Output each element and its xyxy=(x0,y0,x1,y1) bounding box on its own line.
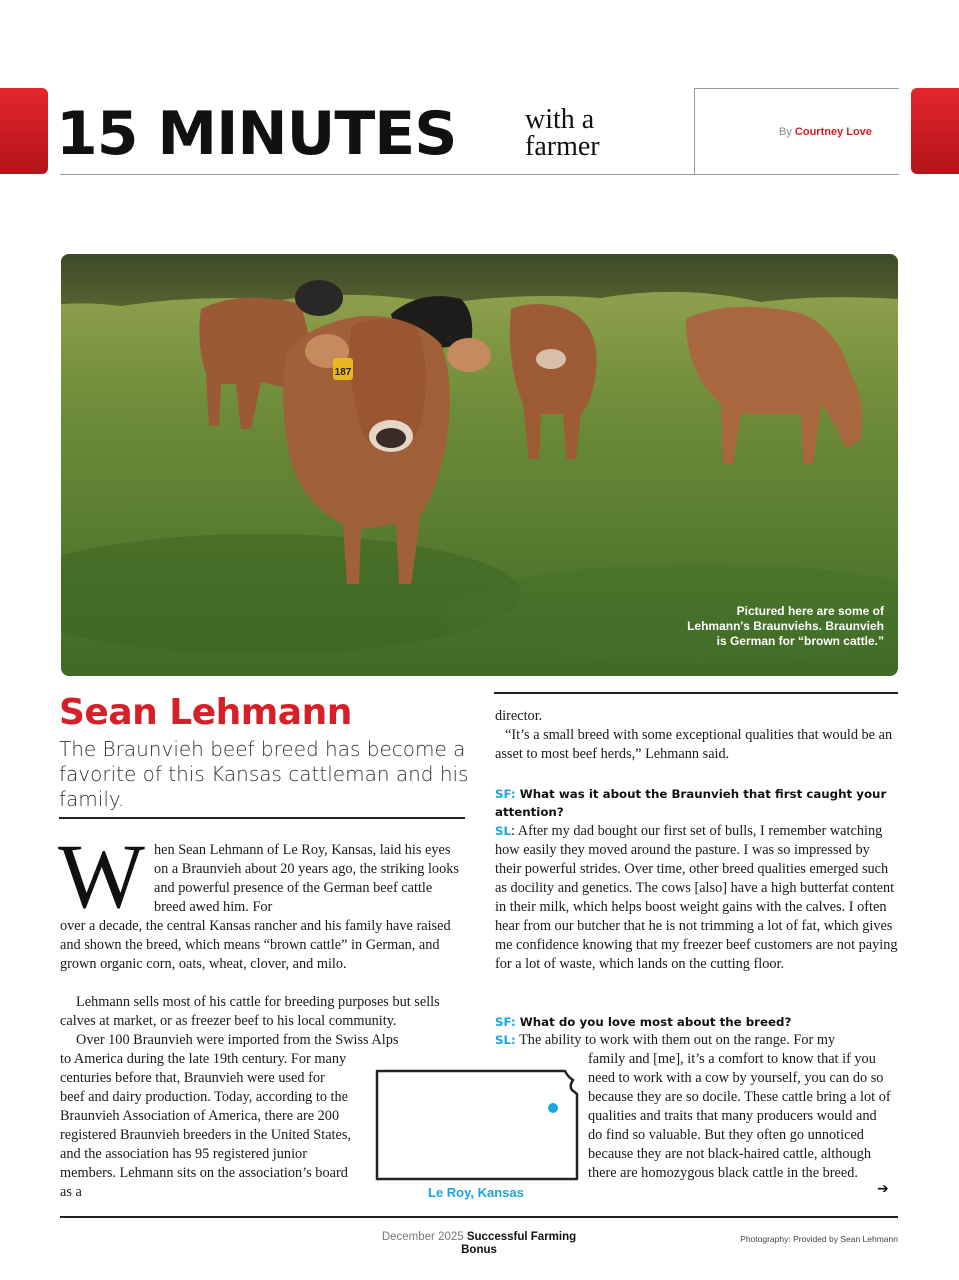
question-1-text: What was it about the Braunvieh that first caught your attention? xyxy=(495,787,887,819)
right-arrow-icon: ➔ xyxy=(877,1181,889,1197)
footer-rule xyxy=(60,1216,898,1218)
map-label: Le Roy, Kansas xyxy=(428,1185,524,1200)
byline xyxy=(779,126,872,138)
paragraph-1: over a decade, the central Kansas rancher and his family have raised and shown the breed, which means “brown cattle” in German, and grown organic corn, oats, wheat, clover, and milo. xyxy=(60,918,451,972)
column-title: 15 MINUTES xyxy=(56,99,457,169)
article-dek: The Braunvieh beef breed has become a favorite of this Kansas cattleman and his family. xyxy=(59,737,469,811)
left-column-rule xyxy=(59,817,465,819)
footer-publication: Successful Farming xyxy=(466,1231,577,1243)
paragraph-2: Lehmann sells most of his cattle for breeding purposes but sells calves at market, or as freezer beef to his local community. xyxy=(60,994,440,1029)
kansas-map xyxy=(372,1068,582,1182)
answer-2 xyxy=(495,1031,898,1050)
profile-name: Sean Lehmann xyxy=(59,692,352,733)
answer-1-text: : After my dad bought our first set of bulls, I remember watching how easily they moved around the pasture. I was so impressed by their powerful strides. Over time, other breed qualities emerged such as docility and genetics. The cows [also] have a high butterfat content in their milk, which helps boost weight gains with the calves. I often hear from our butcher that he is not trimming a lot of fat, which gives me confidence knowing that my freezer beef customers are not paying for a lot of waste, which lands on the cutting floor. xyxy=(495,823,898,972)
footer-section: Bonus xyxy=(461,1244,497,1256)
location-dot xyxy=(548,1103,558,1113)
paragraph-director: director. xyxy=(495,708,543,724)
paragraph-3: Over 100 Braunvieh were imported from the Swiss Alps xyxy=(76,1032,399,1048)
question-1-tag: SF: xyxy=(495,787,516,801)
column-subtitle: with a farmer xyxy=(525,104,600,162)
question-2 xyxy=(495,1013,898,1031)
paragraph-3-continued: to America during the late 19th century. For many centuries before that, Braunvieh were used for beef and dairy production. Today, according to the Braunvieh Association of America, there are 200 registered Braunvieh breeders in the United States, and the association has 95 registered junior members. Lehmann sits on the association’s board as a xyxy=(60,1051,352,1200)
byline-author: Courtney Love xyxy=(794,126,872,138)
right-column-rule xyxy=(494,692,898,694)
photo-caption: Pictured here are some of Lehmann's Braunviehs. Braunvieh is German for “brown cattle.” xyxy=(687,604,884,648)
question-2-tag: SF: xyxy=(495,1015,516,1029)
paragraph-1-drop: hen Sean Lehmann of Le Roy, Kansas, laid his eyes on a Braunvieh about 20 years ago, the striking looks and powerful presence of the German beef cattle breed awed him. For xyxy=(154,842,459,915)
byline-prefix: By xyxy=(779,126,792,138)
answer-1 xyxy=(495,822,898,974)
paragraph-quote: “It’s a small breed with some exceptional qualities that would be an asset to most beef herds,” Lehmann said. xyxy=(495,727,893,762)
question-1 xyxy=(495,785,898,821)
answer-2-text: The ability to work with them out on the range. For my xyxy=(519,1032,836,1048)
header-rule xyxy=(60,174,694,175)
drop-cap: W xyxy=(58,825,145,927)
answer-1-tag: SL xyxy=(495,824,512,838)
photo-credit: Photography: Provided by Sean Lehmann xyxy=(740,1234,898,1244)
header-red-tab-right xyxy=(911,88,959,174)
header-red-tab-left xyxy=(0,88,48,174)
footer-issue: December 2025 xyxy=(381,1231,464,1243)
answer-2-tag: SL: xyxy=(495,1033,516,1047)
ear-tag-number: 187 xyxy=(334,367,352,378)
answer-2-continued: family and [me], it’s a comfort to know that if you need to work with a cow by yourself, you can do so because they are so docile. These cattle bring a lot of qualities and traits that many producers would and do find so valuable. But they often go unnoticed because they are not black-haired cattle, although there are homozygous black cattle in the breed. xyxy=(588,1051,891,1181)
footer-folio xyxy=(362,1231,596,1257)
question-2-text: What do you love most about the breed? xyxy=(519,1015,792,1029)
